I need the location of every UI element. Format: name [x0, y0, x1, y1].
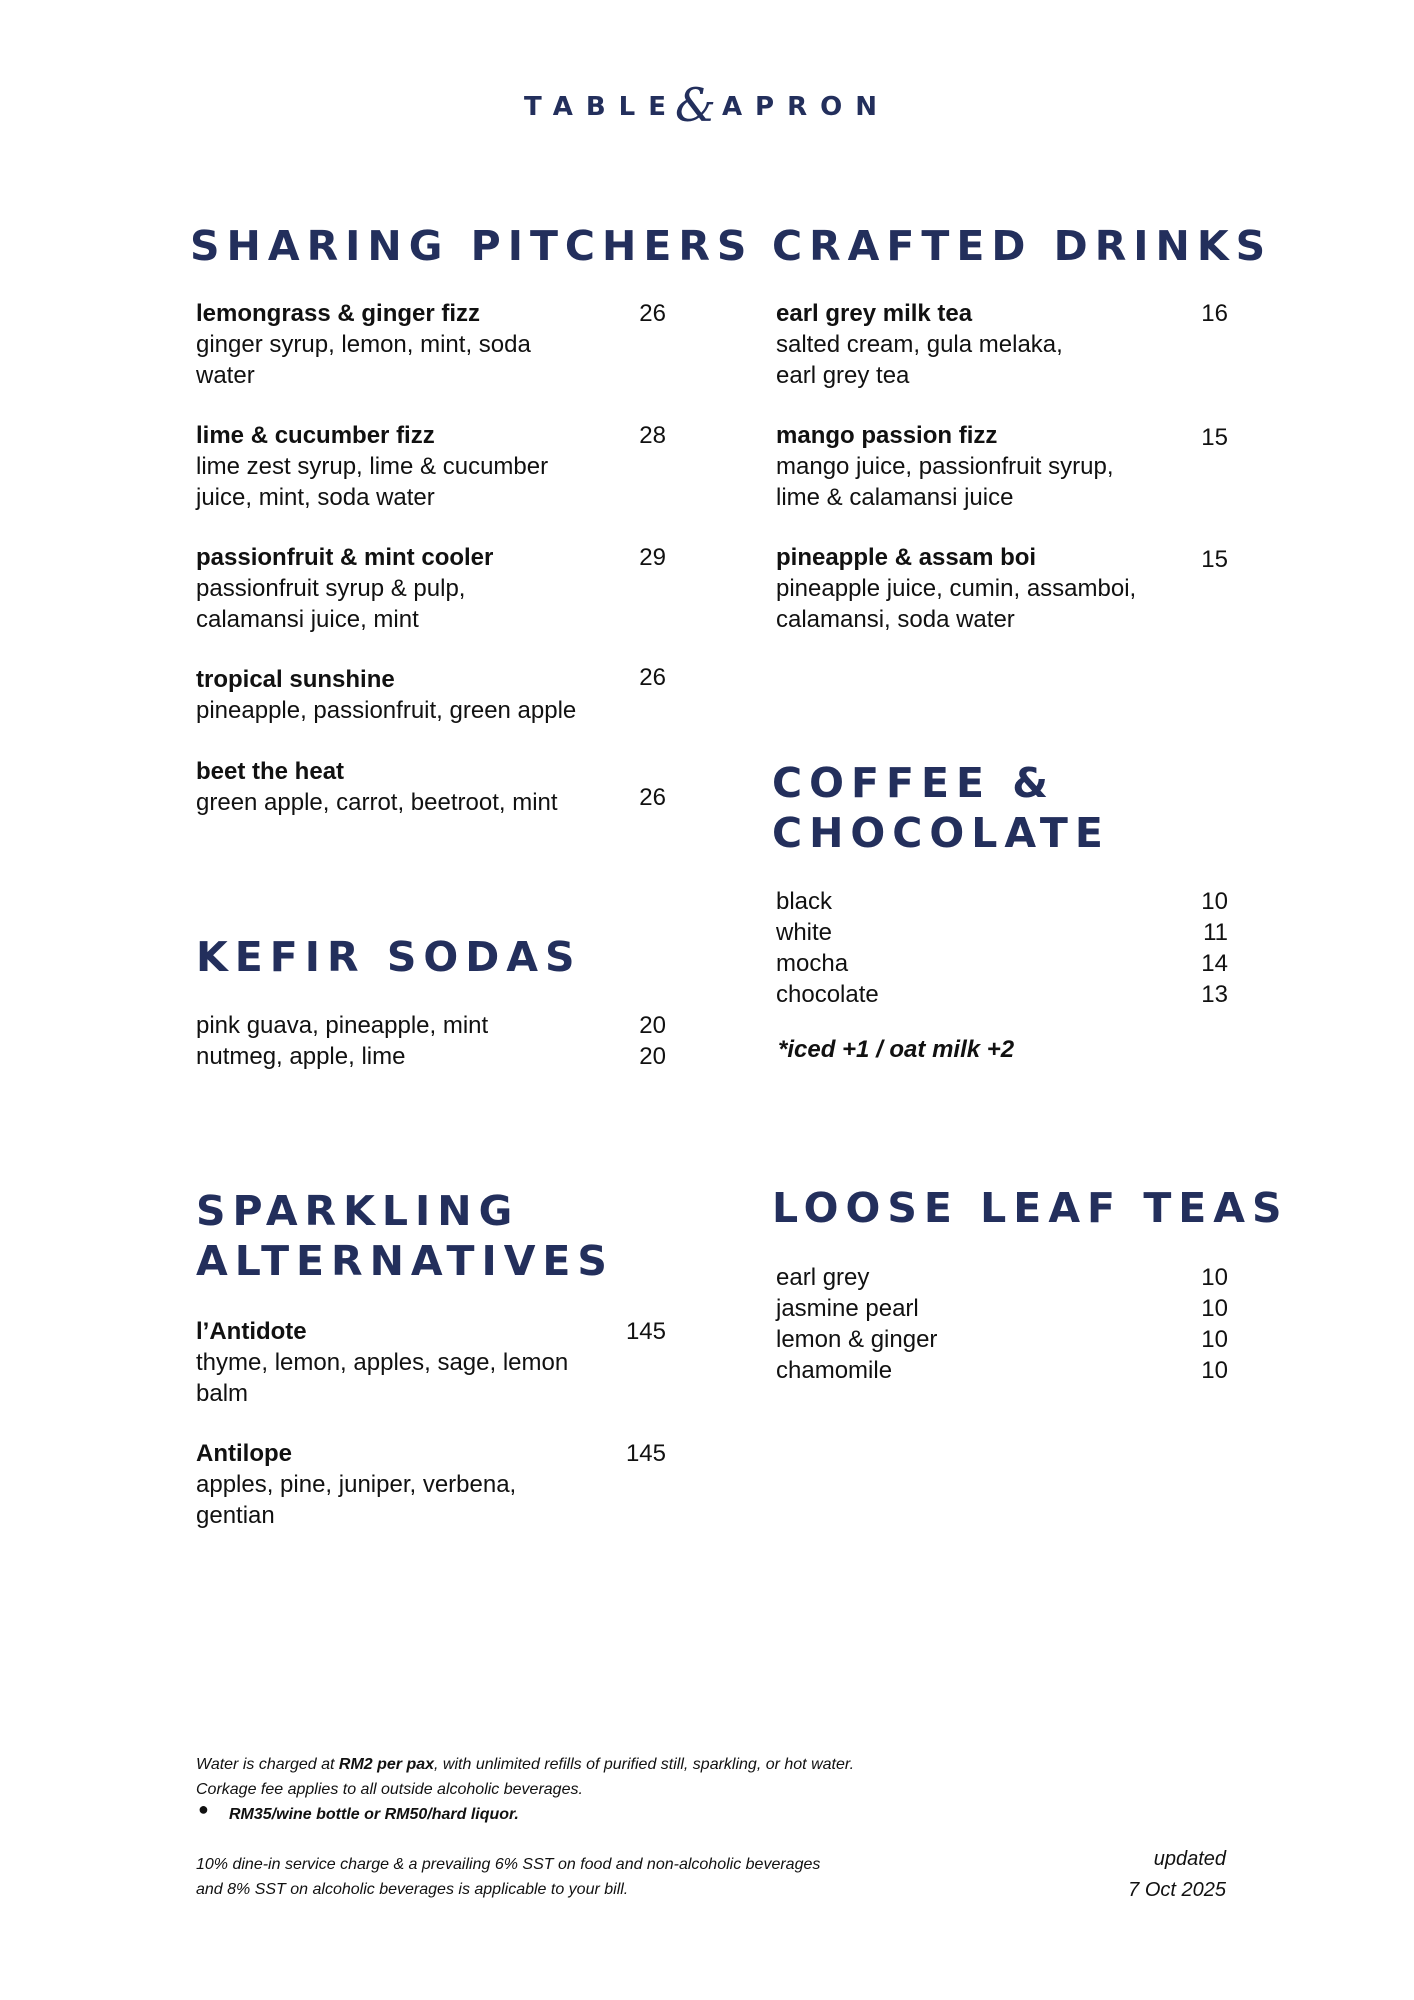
item-description: apples, pine, juniper, verbena, gentian — [196, 1471, 517, 1529]
water-note-price: RM2 per pax — [338, 1756, 435, 1773]
item-price: 145 — [625, 1440, 666, 1467]
item-price: 15 — [1201, 424, 1228, 451]
list-item-name: mocha — [776, 950, 849, 977]
item-name: earl grey milk tea — [776, 300, 973, 327]
menu-item — [196, 756, 616, 818]
list-item-name: white — [776, 919, 833, 946]
item-price: 10 — [1201, 1326, 1228, 1353]
item-name: tropical sunshine — [196, 666, 395, 693]
brand-name-right: APRON — [721, 92, 890, 122]
water-note-text-end: , with unlimited refills of purified still, sparkling, or hot water. — [434, 1756, 855, 1773]
menu-item — [776, 420, 1176, 513]
item-price: 20 — [639, 1043, 666, 1070]
item-description: pineapple juice, cumin, assamboi, calamansi, soda water — [776, 575, 1137, 633]
water-charge-note — [196, 1752, 1096, 1777]
brand-ampersand: & — [674, 78, 716, 132]
item-price: 11 — [1203, 919, 1228, 946]
list-item-name: earl grey — [776, 1264, 870, 1291]
item-name: passionfruit & mint cooler — [196, 544, 494, 571]
item-price: 16 — [1201, 300, 1228, 327]
item-price: 26 — [639, 784, 666, 811]
item-name: beet the heat — [196, 758, 345, 785]
list-item-name: nutmeg, apple, lime — [196, 1043, 406, 1070]
menu-item — [196, 542, 556, 635]
menu-item — [776, 298, 1176, 391]
section-title-loose-leaf-teas: LOOSE LEAF TEAS — [772, 1184, 1289, 1232]
item-name: mango passion fizz — [776, 422, 998, 449]
list-item-name: lemon & ginger — [776, 1326, 938, 1353]
section-title-sharing-pitchers: SHARING PITCHERS — [190, 222, 754, 270]
item-description: lime zest syrup, lime & cucumber juice, mint, soda water — [196, 453, 549, 511]
updated-date: 7 Oct 2025 — [1128, 1879, 1226, 1901]
item-description: green apple, carrot, beetroot, mint — [196, 789, 558, 816]
list-item-name: black — [776, 888, 833, 915]
menu-item — [196, 298, 596, 391]
service-charge-note: 10% dine-in service charge & a prevailing 6% SST on food and non-alcoholic beverages and 8% SST on alcoholic beverages is applicable to your bill. — [196, 1856, 821, 1898]
menu-item — [196, 420, 596, 513]
brand-logo — [0, 78, 1414, 132]
list-item-name: chocolate — [776, 981, 879, 1008]
item-description: ginger syrup, lemon, mint, soda water — [196, 331, 531, 389]
item-price: 13 — [1201, 981, 1228, 1008]
item-description: passionfruit syrup & pulp, calamansi juice, mint — [196, 575, 466, 633]
menu-item — [776, 542, 1176, 635]
menu-item — [196, 1316, 596, 1409]
item-price: 29 — [639, 544, 666, 571]
corkage-note: Corkage fee applies to all outside alcoholic beverages. — [196, 1781, 583, 1798]
corkage-fee-detail: RM35/wine bottle or RM50/hard liquor. — [229, 1806, 519, 1823]
water-note-text: Water is charged at — [196, 1756, 339, 1773]
section-title-sparkling-alternatives: SPARKLING ALTERNATIVES — [196, 1187, 614, 1285]
item-price: 10 — [1201, 1264, 1228, 1291]
item-price: 20 — [639, 1012, 666, 1039]
section-title-kefir-sodas: KEFIR SODAS — [196, 933, 582, 981]
updated-label: updated — [1153, 1848, 1226, 1870]
item-name: lemongrass & ginger fizz — [196, 300, 481, 327]
item-price: 14 — [1201, 950, 1228, 977]
brand-name-left: TABLE — [524, 92, 679, 122]
item-price: 145 — [625, 1318, 666, 1345]
item-price: 28 — [639, 422, 666, 449]
item-price: 10 — [1201, 1357, 1228, 1384]
item-price: 26 — [639, 300, 666, 327]
item-description: mango juice, passionfruit syrup, lime & calamansi juice — [776, 453, 1114, 511]
section-title-crafted-drinks: CRAFTED DRINKS — [772, 222, 1273, 270]
item-name: l’Antidote — [196, 1318, 307, 1345]
item-price: 10 — [1201, 888, 1228, 915]
item-name: lime & cucumber fizz — [196, 422, 435, 449]
item-description: salted cream, gula melaka, earl grey tea — [776, 331, 1063, 389]
item-name: pineapple & assam boi — [776, 544, 1037, 571]
menu-item — [196, 664, 616, 726]
item-description: pineapple, passionfruit, green apple — [196, 697, 577, 724]
list-item-name: chamomile — [776, 1357, 893, 1384]
item-name: Antilope — [196, 1440, 292, 1467]
item-price: 15 — [1201, 546, 1228, 573]
coffee-addon-note: *iced +1 / oat milk +2 — [778, 1036, 1015, 1063]
list-item-name: pink guava, pineapple, mint — [196, 1012, 489, 1039]
item-description: thyme, lemon, apples, sage, lemon balm — [196, 1349, 569, 1407]
bullet-icon: ● — [198, 1799, 209, 1819]
list-item-name: jasmine pearl — [776, 1295, 919, 1322]
item-price: 10 — [1201, 1295, 1228, 1322]
section-title-coffee-chocolate: COFFEE & CHOCOLATE — [772, 759, 1110, 857]
item-price: 26 — [639, 664, 666, 691]
menu-item — [196, 1438, 576, 1531]
